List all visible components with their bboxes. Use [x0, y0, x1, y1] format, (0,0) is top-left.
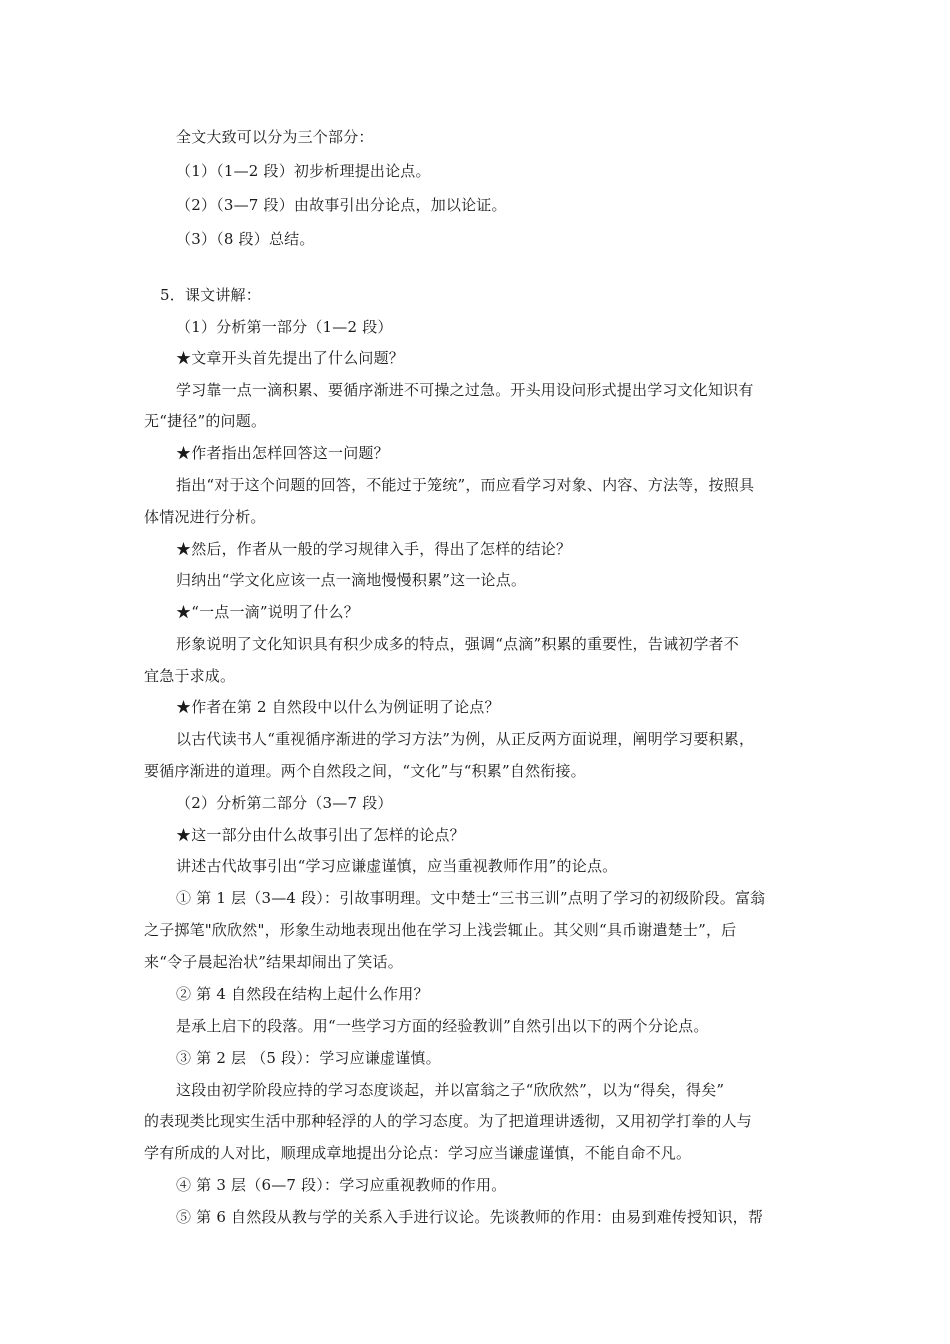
text-line: （1）（1—2 段）初步析理提出论点。 — [176, 162, 431, 180]
section-heading: 5．课文讲解： — [160, 286, 261, 304]
text-line: 指出“对于这个问题的回答，不能过于笼统”，而应看学习对象、内容、方法等，按照具 — [176, 476, 755, 494]
question-line: ★然后，作者从一般的学习规律入手，得出了怎样的结论？ — [176, 540, 572, 558]
subsection-heading: （1）分析第一部分（1—2 段） — [176, 318, 393, 336]
text-line: 讲述古代故事引出“学习应谦虚谨慎，应当重视教师作用”的论点。 — [176, 857, 618, 875]
text-line: 体情况进行分析。 — [144, 508, 266, 526]
subsection-heading: （2）分析第二部分（3—7 段） — [176, 794, 393, 812]
text-line: 的表现类比现实生活中那种轻浮的人的学习态度。为了把道理讲透彻，又用初学打拳的人与 — [144, 1112, 753, 1130]
question-line: ★文章开头首先提出了什么问题？ — [176, 349, 405, 367]
question-line: ★这一部分由什么故事引出了怎样的论点？ — [176, 826, 465, 844]
text-line: （3）（8 段）总结。 — [176, 230, 315, 248]
text-line: 以古代读书人“重视循序渐进的学习方法”为例，从正反两方面说理，阐明学习要积累， — [176, 730, 755, 748]
text-line: 学有所成的人对比，顺理成章地提出分论点：学习应当谦虚谨慎，不能自命不凡。 — [144, 1144, 692, 1162]
text-line: 来“令子晨起治状”结果却闹出了笑话。 — [144, 953, 403, 971]
text-line: ③ 第 2 层 （5 段）：学习应谦虚谨慎。 — [176, 1049, 441, 1067]
text-line: 要循序渐进的道理。两个自然段之间，“文化”与“积累”自然衔接。 — [144, 762, 586, 780]
text-line: ② 第 4 自然段在结构上起什么作用？ — [176, 985, 429, 1003]
text-line: 归纳出“学文化应该一点一滴地慢慢积累”这一论点。 — [176, 571, 527, 589]
text-line: ⑤ 第 6 自然段从教与学的关系入手进行议论。先谈教师的作用：由易到难传授知识，帮 — [176, 1208, 764, 1226]
text-line: 全文大致可以分为三个部分： — [176, 128, 374, 146]
question-line: ★“一点一滴”说明了什么？ — [176, 603, 359, 621]
text-line: （2）（3—7 段）由故事引出分论点，加以论证。 — [176, 196, 507, 214]
text-line: 这段由初学阶段应持的学习态度谈起，并以富翁之子“欣欣然”，以为“得矣，得矣” — [176, 1081, 725, 1099]
question-line: ★作者指出怎样回答这一问题？ — [176, 444, 389, 462]
text-line: ① 第 1 层（3—4 段）：引故事明理。文中楚士“三书三训”点明了学习的初级阶段。富翁 — [176, 889, 766, 907]
text-line: 是承上启下的段落。用“一些学习方面的经验教训”自然引出以下的两个分论点。 — [176, 1017, 709, 1035]
text-line: 之子掷笔"欣欣然"，形象生动地表现出他在学习上浅尝辄止。其父则“具币谢遣楚士”，后 — [144, 921, 737, 939]
text-line: 宜急于求成。 — [144, 667, 236, 685]
text-line: ④ 第 3 层（6—7 段）：学习应重视教师的作用。 — [176, 1176, 507, 1194]
text-line: 形象说明了文化知识具有积少成多的特点，强调“点滴”积累的重要性，告诫初学者不 — [176, 635, 739, 653]
question-line: ★作者在第 2 自然段中以什么为例证明了论点？ — [176, 698, 500, 716]
text-line: 无“捷径”的问题。 — [144, 412, 267, 430]
text-line: 学习靠一点一滴积累、要循序渐进不可操之过急。开头用设问形式提出学习文化知识有 — [176, 381, 754, 399]
